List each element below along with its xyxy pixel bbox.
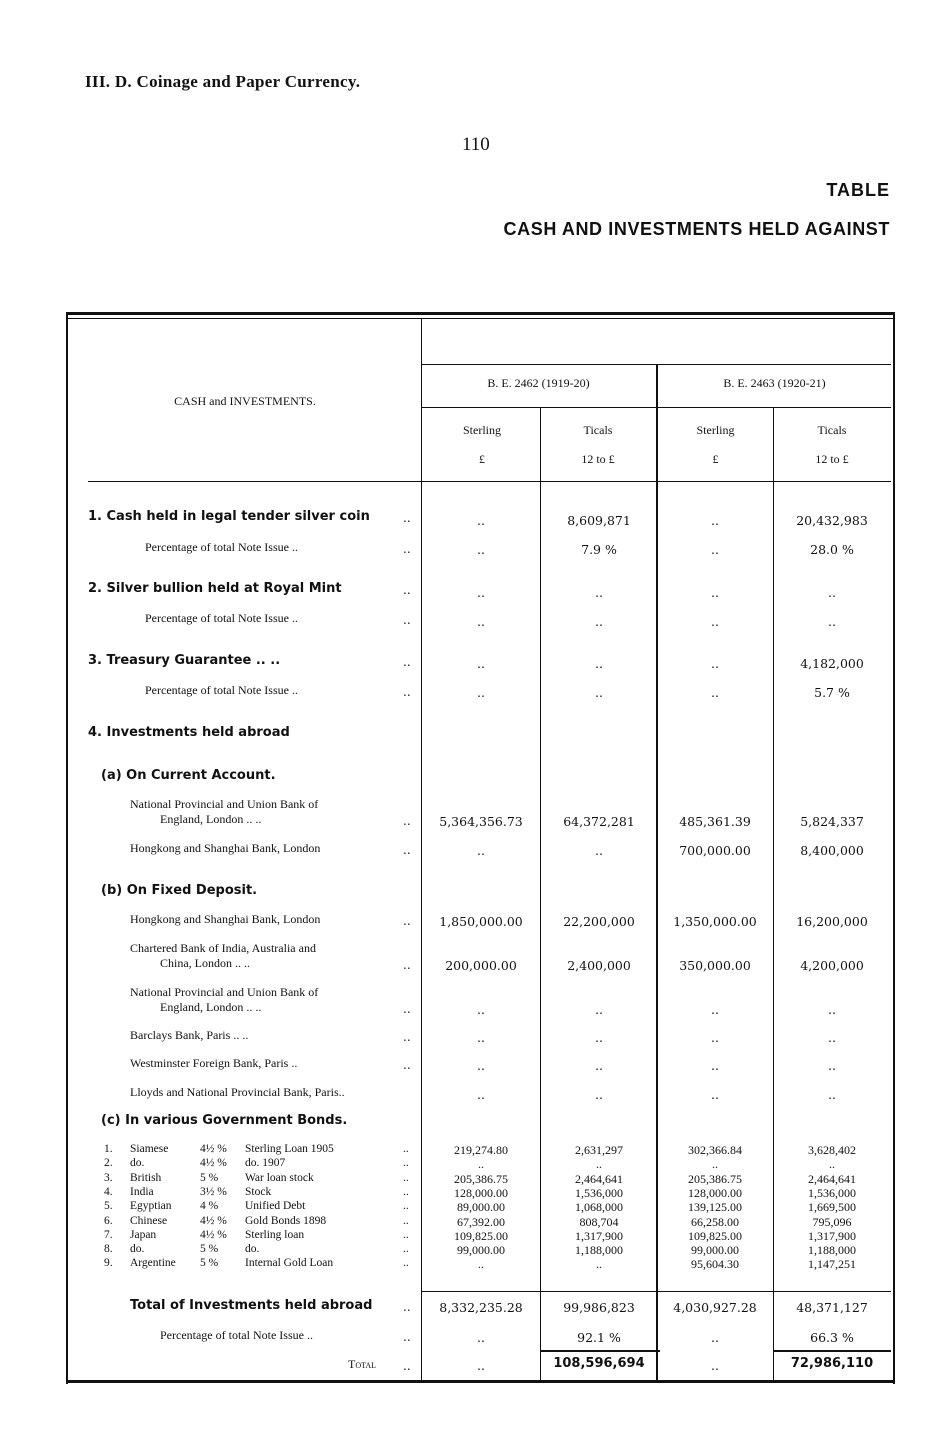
cell-value: 22,200,000 [563,914,635,929]
leader-dots: .. [403,542,411,556]
cell-value: .. [711,1030,719,1045]
cell-value: .. [828,585,836,600]
bond-value: 205,386.75 [688,1172,742,1186]
bond-value: .. [478,1157,484,1171]
leader-dots: .. [403,958,411,972]
sterling-header: Sterling [696,423,735,437]
leader-dots: .. [403,1030,411,1044]
bond-description: War loan stock [245,1172,314,1184]
leader-dots: .. [403,1229,409,1241]
bond-value: 2,464,641 [575,1172,623,1186]
bond-number: 6. [104,1215,113,1227]
row-label: 2. Silver bullion held at Royal Mint [88,581,342,596]
leader-dots: .. [403,814,411,828]
rate-unit: 12 to £ [815,452,849,466]
cell-value: 1,850,000.00 [439,914,523,929]
table-bottom-rule [66,1380,893,1383]
bond-value: 808,704 [579,1215,619,1229]
header-bottom-rule [88,481,891,482]
leader-dots: .. [403,655,411,669]
bond-description: Stock [245,1186,272,1198]
leader-dots: .. [403,1330,411,1344]
bond-value: 128,000.00 [688,1186,742,1200]
row-label-continued: China, London .. .. [160,956,250,970]
grand-total-value: 72,986,110 [790,1356,874,1371]
row-label: Chartered Bank of India, Australia and [130,941,316,955]
cell-value: 8,400,000 [800,843,864,858]
row-label-header: CASH and INVESTMENTS. [174,394,316,408]
cell-value: .. [477,614,485,629]
cell-value: .. [711,585,719,600]
cell-value: .. [477,1087,485,1102]
header-rule [421,364,891,365]
total-rule [540,1350,660,1352]
cell-value: .. [828,1002,836,1017]
leader-dots: .. [403,1172,409,1184]
cell-value: .. [595,1030,603,1045]
year1-header: B. E. 2462 (1919-20) [487,376,590,390]
table-label: TABLE [826,180,890,200]
leader-dots: .. [403,1300,411,1314]
row-label: Hongkong and Shanghai Bank, London [130,912,321,926]
leader-dots: .. [403,1359,411,1373]
cell-value: .. [595,1002,603,1017]
cell-value: 2,400,000 [567,958,631,973]
bond-country: Chinese [130,1215,168,1227]
cell-value: 5,824,337 [800,814,864,829]
grand-total-value: .. [477,1358,485,1373]
bond-country: Siamese [130,1143,169,1155]
cell-value: .. [828,1030,836,1045]
leader-dots: .. [403,914,411,928]
row-label: 4. Investments held abroad [88,725,290,740]
bond-number: 2. [104,1157,113,1169]
bond-rate: 4½ % [200,1143,227,1155]
leader-dots: .. [403,511,411,525]
grand-total-label: Total [348,1357,377,1371]
bond-value: 1,188,000 [808,1243,856,1257]
leader-dots: .. [403,1243,409,1255]
bond-value: 95,604.30 [691,1257,739,1271]
bond-value: 139,125.00 [688,1200,742,1214]
bond-number: 7. [104,1229,113,1241]
bond-value: 1,317,900 [808,1229,856,1243]
bond-value: 1,536,000 [575,1186,623,1200]
cell-value: .. [595,1087,603,1102]
cell-value: .. [477,513,485,528]
row-label-continued: England, London .. .. [160,1000,262,1014]
bond-value: .. [712,1157,718,1171]
bond-value: 219,274.80 [454,1143,508,1157]
bond-value: 109,825.00 [688,1229,742,1243]
col-divider-year [656,365,658,1380]
row-label: Percentage of total Note Issue .. [145,683,298,697]
col-divider [773,408,774,1380]
cell-value: .. [477,585,485,600]
bond-value: 302,366.84 [688,1143,742,1157]
ticals-header: Ticals [817,423,847,437]
cell-value: .. [477,656,485,671]
bond-value: 1,068,000 [575,1200,623,1214]
bond-number: 4. [104,1186,113,1198]
bond-description: Sterling Loan 1905 [245,1143,334,1155]
cell-value: .. [828,614,836,629]
cell-value: 8,609,871 [567,513,631,528]
cell-value: .. [595,1058,603,1073]
cell-value: .. [477,1058,485,1073]
bond-rate: 4 % [200,1200,219,1212]
cell-value: .. [595,614,603,629]
table-title: CASH AND INVESTMENTS HELD AGAINST [503,219,890,239]
year2-header: B. E. 2463 (1920-21) [723,376,826,390]
cell-value: .. [595,585,603,600]
cell-value: 5,364,356.73 [439,814,523,829]
cell-value: .. [711,513,719,528]
row-label: Percentage of total Note Issue .. [145,611,298,625]
bond-value: 2,631,297 [575,1143,623,1157]
bond-description: do. [245,1243,260,1255]
bond-value: .. [596,1157,602,1171]
pct-value: .. [477,1330,485,1345]
leader-dots: .. [403,1186,409,1198]
bond-rate: 4½ % [200,1157,227,1169]
header-rule [421,407,891,408]
subsection-label: (c) In various Government Bonds. [101,1113,348,1128]
row-label: 3. Treasury Guarantee .. .. [88,653,281,668]
bond-country: India [130,1186,154,1198]
bond-value: 1,536,000 [808,1186,856,1200]
leader-dots: .. [403,685,411,699]
leader-dots: .. [403,1002,411,1016]
bond-description: Internal Gold Loan [245,1257,334,1269]
pct-value: 92.1 % [577,1330,621,1345]
bond-country: Argentine [130,1257,176,1269]
bond-value: 3,628,402 [808,1143,856,1157]
bond-rate: 4½ % [200,1215,227,1227]
rate-unit: 12 to £ [581,452,615,466]
cell-value: 4,200,000 [800,958,864,973]
sterling-header: Sterling [463,423,501,437]
row-label: National Provincial and Union Bank of [130,797,319,811]
total-investments-label: Total of Investments held abroad [130,1298,373,1313]
total-value: 99,986,823 [563,1300,635,1315]
pct-value: 66.3 % [810,1330,854,1345]
cell-value: 1,350,000.00 [673,914,757,929]
total-value: 48,371,127 [796,1300,868,1315]
bond-value: 99,000.00 [691,1243,739,1257]
grand-total-value: .. [711,1358,719,1373]
bond-value: 1,317,900 [575,1229,623,1243]
pound-unit: £ [712,452,719,466]
col-divider [540,408,541,1380]
row-label: National Provincial and Union Bank of [130,985,319,999]
bond-number: 1. [104,1143,113,1155]
bond-country: do. [130,1243,145,1255]
leader-dots: .. [403,613,411,627]
pound-unit: £ [479,452,485,466]
cell-value: 28.0 % [810,542,854,557]
cell-value: .. [828,1058,836,1073]
bond-value: .. [596,1257,602,1271]
cell-value: 64,372,281 [563,814,635,829]
bond-value: 89,000.00 [457,1200,505,1214]
bond-country: Japan [130,1229,157,1241]
leader-dots: .. [403,1200,409,1212]
bond-value: 66,258.00 [691,1215,739,1229]
page-number: 110 [462,134,490,155]
bond-value: 2,464,641 [808,1172,856,1186]
bond-rate: 3½ % [200,1186,227,1198]
cell-value: 5.7 % [814,685,850,700]
bond-value: 205,386.75 [454,1172,508,1186]
bond-rate: 5 % [200,1172,219,1184]
bond-value: 99,000.00 [457,1243,505,1257]
total-rule [773,1350,891,1352]
bond-description: do. 1907 [245,1157,286,1169]
subsection-label: (a) On Current Account. [101,768,276,783]
cell-value: .. [595,685,603,700]
leader-dots: .. [403,843,411,857]
cell-value: 485,361.39 [679,814,751,829]
bond-value: 1,188,000 [575,1243,623,1257]
cell-value: .. [711,1087,719,1102]
leader-dots: .. [403,1257,409,1269]
total-rule [421,1291,891,1292]
cell-value: .. [477,685,485,700]
col-divider [421,318,422,1380]
section-heading: III. D. Coinage and Paper Currency. [85,72,361,91]
bond-number: 8. [104,1243,113,1255]
cell-value: .. [711,542,719,557]
row-label-continued: England, London .. .. [160,812,262,826]
cell-value: 16,200,000 [796,914,868,929]
bond-number: 9. [104,1257,113,1269]
row-label: Barclays Bank, Paris .. .. [130,1028,249,1042]
cell-value: .. [711,685,719,700]
row-label: Lloyds and National Provincial Bank, Paris.. [130,1085,345,1099]
table-top-rule [66,312,893,315]
bond-value: 109,825.00 [454,1229,508,1243]
table-top-rule-thin [66,318,893,319]
row-label: Westminster Foreign Bank, Paris .. [130,1056,298,1070]
cell-value: .. [477,843,485,858]
cell-value: .. [828,1087,836,1102]
leader-dots: .. [403,1157,409,1169]
cell-value: 200,000.00 [445,958,517,973]
bond-value: 1,669,500 [808,1200,856,1214]
bond-description: Gold Bonds 1898 [245,1215,327,1227]
cell-value: .. [711,656,719,671]
cell-value: .. [595,656,603,671]
subsection-label: (b) On Fixed Deposit. [101,883,258,898]
bond-country: Egyptian [130,1200,172,1212]
bond-country: British [130,1172,162,1184]
bond-value: 1,147,251 [808,1257,856,1271]
bond-value: 128,000.00 [454,1186,508,1200]
cell-value: .. [477,1002,485,1017]
row-label: 1. Cash held in legal tender silver coin [88,509,370,524]
cell-value: .. [477,1030,485,1045]
bond-rate: 5 % [200,1257,219,1269]
pct-value: .. [711,1330,719,1345]
cell-value: .. [711,614,719,629]
cell-value: 700,000.00 [679,843,751,858]
bond-rate: 4½ % [200,1229,227,1241]
total-value: 4,030,927.28 [673,1300,757,1315]
row-label: Percentage of total Note Issue .. [145,540,298,554]
bond-value: 67,392.00 [457,1215,505,1229]
cell-value: 4,182,000 [800,656,864,671]
cell-value: .. [477,542,485,557]
cell-value: .. [711,1002,719,1017]
leader-dots: .. [403,1215,409,1227]
cell-value: .. [595,843,603,858]
bond-number: 3. [104,1172,113,1184]
row-label: Hongkong and Shanghai Bank, London [130,841,321,855]
bond-value: .. [829,1157,835,1171]
bond-rate: 5 % [200,1243,219,1255]
cell-value: 350,000.00 [679,958,751,973]
ticals-header: Ticals [583,423,613,437]
leader-dots: .. [403,583,411,597]
bond-description: Unified Debt [245,1200,306,1212]
cell-value: 20,432,983 [796,513,868,528]
bond-number: 5. [104,1200,113,1212]
leader-dots: .. [403,1058,411,1072]
cell-value: .. [711,1058,719,1073]
bond-country: do. [130,1157,145,1169]
grand-total-value: 108,596,694 [553,1356,645,1371]
bond-description: Sterling loan [245,1229,305,1241]
cell-value: 7.9 % [581,542,617,557]
bond-value: .. [478,1257,484,1271]
bond-value: 795,096 [812,1215,852,1229]
pct-label: Percentage of total Note Issue .. [160,1328,313,1342]
total-value: 8,332,235.28 [439,1300,523,1315]
leader-dots: .. [403,1143,409,1155]
